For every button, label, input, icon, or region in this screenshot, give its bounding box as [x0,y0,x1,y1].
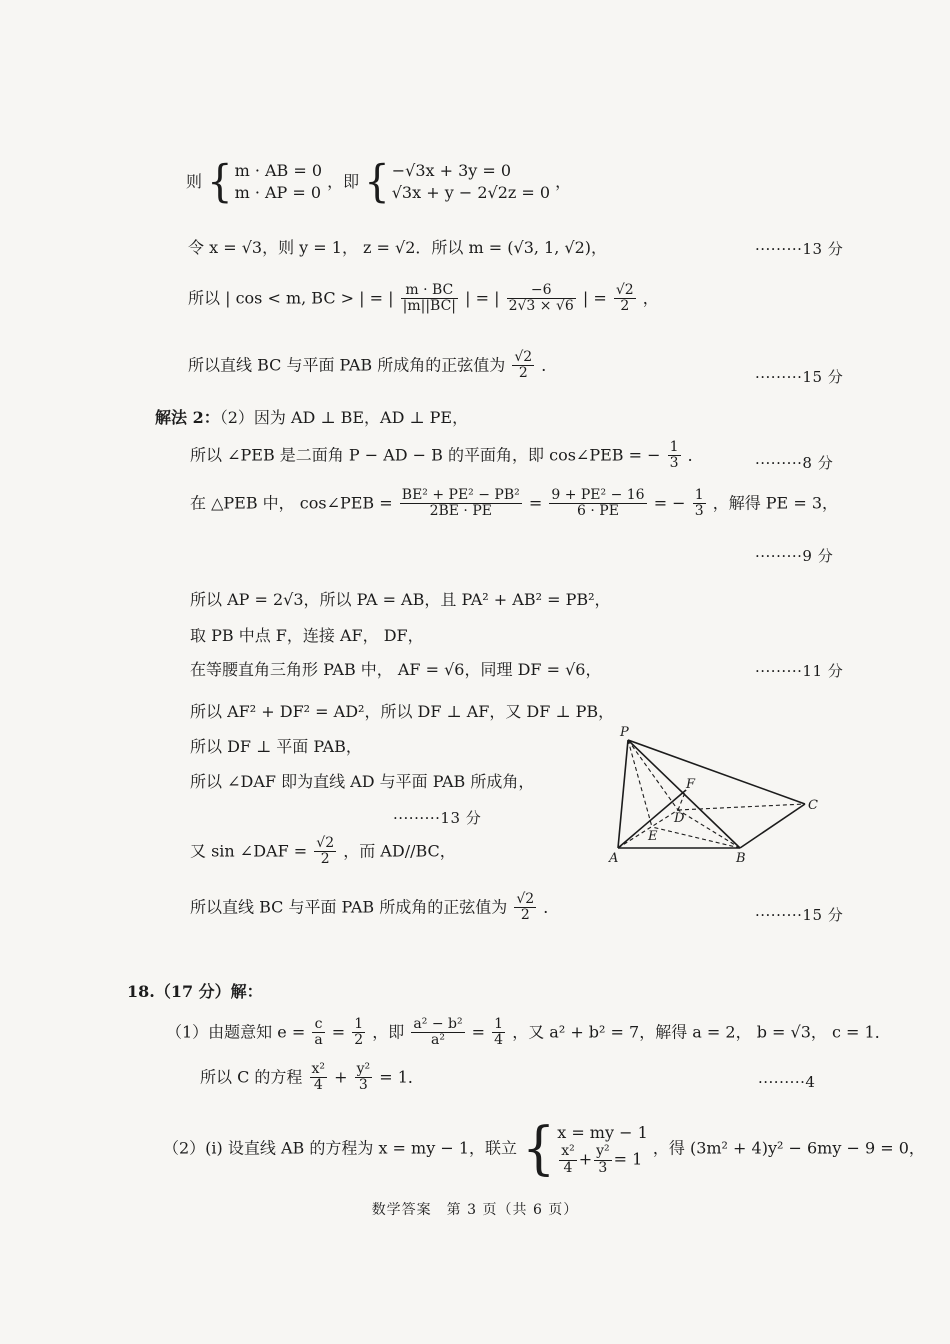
fraction: $\frac{1}{2}$ [354,1016,364,1049]
fraction: $\frac{\text{y²}}{3}$ [356,1061,371,1094]
fraction: $\frac{√2}{2}$ [316,835,335,868]
label-D: D [674,811,685,826]
score-mark: ·········9 分 [755,547,834,565]
normal-vector-line: 令 x = √3，则 y = 1， z = √2．所以 m = (√3, 1, √2)， [188,238,608,257]
page-footer: 数学答案 第 3 页（共 6 页） [371,1202,579,1218]
score-mark: ·········15 分 [755,368,844,386]
fraction: $\frac{\text{9 + PE² − 16}}{6 \cdot PE}$ [551,487,645,520]
segment-BE [652,827,740,848]
eq-system-line: 则 { m · AB = 0 m · AP = 0 ，即 { −√3x + 3y = 0 √3x + y − 2√2z = 0 ， [186,157,572,208]
label-C: C [808,798,818,813]
df-perp-plane-line: 所以 DF ⊥ 平面 PAB， [190,737,362,756]
isosceles-line: 在等腰直角三角形 PAB 中， AF = √6，同理 DF = √6， [190,660,602,679]
edge-PC [628,740,805,804]
ap-length-line: 所以 AP = 2√3，所以 PA = AB，且 PA² + AB² = PB²， [190,590,611,609]
score-mark: ·········15 分 [755,906,844,924]
label-E: E [648,829,658,844]
midpoint-line: 取 PB 中点 F，连接 AF， DF， [190,626,424,645]
score-mark: ·········13 分 [393,809,482,827]
label-F: F [686,777,696,792]
edge-BC [740,804,805,848]
pyramid-figure [600,722,830,872]
q18-heading: 18.（17 分）解： [127,982,263,1001]
label-B: B [736,851,746,866]
equation-system-a: m · AB = 0 m · AP = 0 [234,161,323,203]
fraction: $\frac{-6}{2√3 \times √6}$ [508,282,574,315]
equation-system-c: x = my − 1 $\frac{\text{x²}}{4}$ + $\frac{\text{y²}}{3}$ = 1 [557,1123,648,1176]
fraction: $\frac{\text{x²}}{4}$ [311,1061,326,1094]
edge-PA [618,740,628,848]
fraction: $\frac{1}{3}$ [669,439,679,472]
dihedral-angle-line: 所以 ∠PEB 是二面角 P − AD − B 的平面角，即 cos∠PEB = − $\frac{1}{3}$ ． [190,439,704,472]
fraction: $\frac{\text{BE² + PE² − PB²}}{2BE \cdot PE}$ [401,487,520,520]
cosine-line: 所以 | cos < m, BC > | = | $\frac{m \cdot BC}{|m||BC|}$ | = | $\frac{-6}{2√3 \times √6}$ | = $\frac{√2}{2}$ ， [188,282,659,315]
edge-PD [628,740,678,810]
line-ab-system: （2）(i) 设直线 AB 的方程为 x = my − 1，联立 { x = my − 1 $\frac{\text{x²}}{4}$ + $\frac{\text{y²}}{3}$ = 1 ，得 (3m² + 4)y² − 6my − 9 = 0， [163,1116,925,1183]
fraction: $\frac{1}{3}$ [694,487,704,520]
edge-PE [628,740,652,827]
equation-system-b: −√3x + 3y = 0 √3x + y − 2√2z = 0 [391,161,551,203]
score-mark: ·········11 分 [755,662,844,680]
label-P: P [620,725,629,740]
fraction: $\frac{\text{x²}}{4}$ [561,1143,575,1176]
ellipse-equation-line: 所以 C 的方程 $\frac{\text{x²}}{4}$ + $\frac{\text{y²}}{3}$ = 1． [200,1061,424,1094]
cosine-rule-line: 在 △PEB 中， cos∠PEB = $\frac{\text{BE² + PE² − PB²}}{2BE \cdot PE}$ = $\frac{\text{9 + PE² − 16}}{6 \cdot PE}$ = − $\frac{1}{3}$ ，解得 PE = 3， [190,487,838,520]
score-mark: ·········4 [758,1073,816,1091]
fraction: $\frac{\text{y²}}{3}$ [596,1143,610,1176]
method2-heading: 解法 2：（2）因为 AD ⊥ BE，AD ⊥ PE， [155,408,469,427]
edge-BD [678,810,740,848]
fraction: $\frac{1}{4}$ [494,1016,504,1049]
angle-dAF-line: 所以 ∠DAF 即为直线 AD 与平面 PAB 所成角， [190,772,535,791]
fraction: $\frac{m \cdot BC}{|m||BC|}$ [402,282,457,315]
fraction: $\frac{√2}{2}$ [615,282,634,315]
perpendicular-line: 所以 AF² + DF² = AD²，所以 DF ⊥ AF，又 DF ⊥ PB， [190,702,615,721]
eccentricity-line: （1）由题意知 e = $\frac{c}{a}$ = $\frac{1}{2}$ ，即 $\frac{\text{a² − b²}}{\text{a²}}$ = $\frac{1}{4}$ ，又 a² + b² = 7，解得 a = 2， b = √3， c = 1． [166,1016,891,1049]
score-mark: ·········13 分 [755,240,844,258]
fraction: $\frac{√2}{2}$ [514,349,533,382]
sine-result-line-2: 所以直线 BC 与平面 PAB 所成角的正弦值为 $\frac{√2}{2}$ ． [190,891,560,924]
sin-dAF-line: 又 sin ∠DAF = $\frac{√2}{2}$ ，而 AD//BC， [190,835,456,868]
fraction: $\frac{c}{a}$ [314,1016,323,1049]
score-mark: ·········8 分 [755,454,834,472]
label-A: A [609,851,619,866]
fraction: $\frac{\text{a² − b²}}{\text{a²}}$ [413,1016,463,1049]
sine-result-line: 所以直线 BC 与平面 PAB 所成角的正弦值为 $\frac{√2}{2}$ ． [188,349,558,382]
fraction: $\frac{√2}{2}$ [516,891,535,924]
